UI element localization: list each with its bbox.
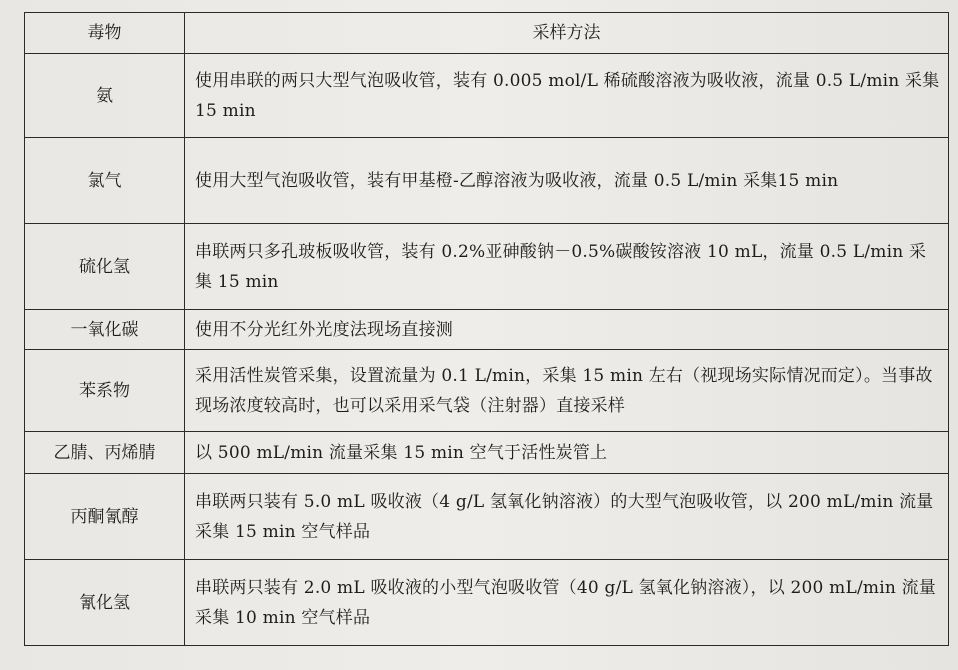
sampling-method: 使用串联的两只大型气泡吸收管，装有 0.005 mol/L 稀硫酸溶液为吸收液，流量 0.5 L/min 采集 15 min	[185, 54, 949, 138]
sampling-method-table	[24, 12, 949, 646]
sampling-method: 使用大型气泡吸收管，装有甲基橙-乙醇溶液为吸收液，流量 0.5 L/min 采集15 min	[185, 138, 949, 224]
toxin-name: 苯系物	[25, 350, 185, 432]
sampling-method: 串联两只多孔玻板吸收管，装有 0.2%亚砷酸钠－0.5%碳酸铵溶液 10 mL，流量 0.5 L/min 采集 15 min	[185, 224, 949, 310]
toxin-name: 硫化氢	[25, 224, 185, 310]
table-row	[25, 474, 949, 560]
toxin-name: 一氧化碳	[25, 310, 185, 350]
header-toxin: 毒物	[25, 13, 185, 54]
toxin-name: 丙酮氰醇	[25, 474, 185, 560]
table-row	[25, 432, 949, 474]
sampling-method: 串联两只装有 5.0 mL 吸收液（4 g/L 氢氧化钠溶液）的大型气泡吸收管，以 200 mL/min 流量采集 15 min 空气样品	[185, 474, 949, 560]
sampling-method: 采用活性炭管采集，设置流量为 0.1 L/min，采集 15 min 左右（视现场实际情况而定）。当事故现场浓度较高时，也可以采用采气袋（注射器）直接采样	[185, 350, 949, 432]
toxin-name: 氰化氢	[25, 560, 185, 646]
table-header-row	[25, 13, 949, 54]
table-row	[25, 54, 949, 138]
table-row	[25, 560, 949, 646]
table-row	[25, 310, 949, 350]
sampling-method: 使用不分光红外光度法现场直接测	[185, 310, 949, 350]
sampling-method: 串联两只装有 2.0 mL 吸收液的小型气泡吸收管（40 g/L 氢氧化钠溶液），以 200 mL/min 流量采集 10 min 空气样品	[185, 560, 949, 646]
table-row	[25, 350, 949, 432]
toxin-name: 氯气	[25, 138, 185, 224]
toxin-name: 乙腈、丙烯腈	[25, 432, 185, 474]
sampling-method: 以 500 mL/min 流量采集 15 min 空气于活性炭管上	[185, 432, 949, 474]
header-sampling-method: 采样方法	[185, 13, 949, 54]
table-row	[25, 138, 949, 224]
table-row	[25, 224, 949, 310]
toxin-name: 氨	[25, 54, 185, 138]
